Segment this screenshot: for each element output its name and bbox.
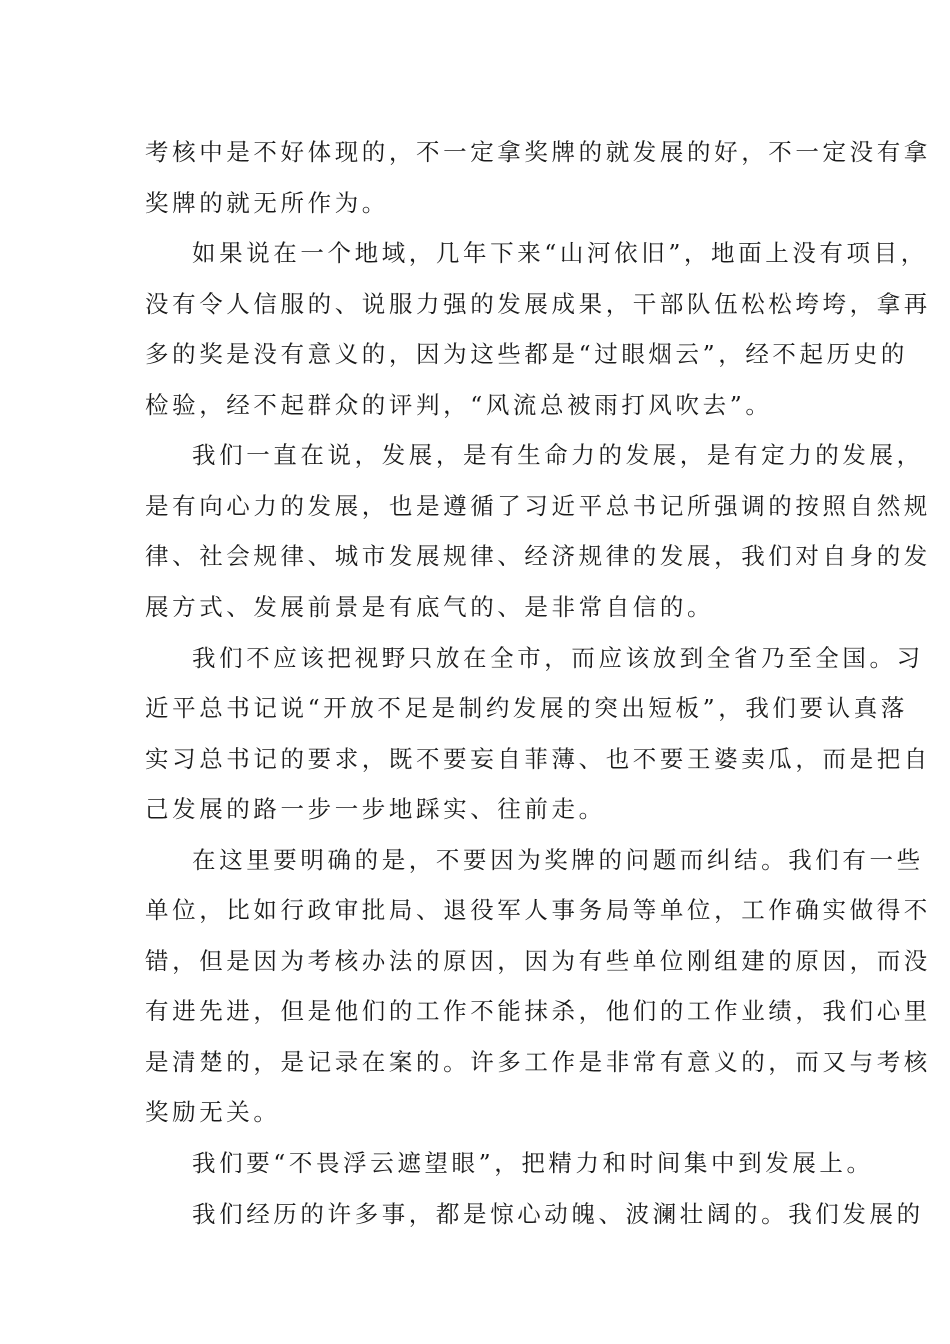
text-line-3: 如果说在一个地域，几年下来“山河依旧”，地面上没有项目，: [192, 239, 928, 267]
text-line-12: 近平总书记说“开放不足是制约发展的突出短板”，我们要认真落: [145, 694, 908, 722]
text-line-14: 己发展的路一步一步地踩实、往前走。: [145, 795, 606, 823]
text-line-11: 我们不应该把视野只放在全市，而应该放到全省乃至全国。习: [192, 644, 924, 672]
text-line-7: 我们一直在说，发展，是有生命力的发展，是有定力的发展，: [192, 441, 924, 469]
text-line-1: 考核中是不好体现的，不一定拿奖牌的就发展的好，不一定没有拿: [145, 138, 931, 166]
text-line-6: 检验，经不起群众的评判，“风流总被雨打风吹去”。: [145, 391, 773, 419]
text-line-18: 有进先进，但是他们的工作不能抹杀，他们的工作业绩，我们心里: [145, 997, 931, 1025]
text-line-4: 没有令人信服的、说服力强的发展成果，干部队伍松松垮垮，拿再: [145, 290, 931, 318]
text-line-16: 单位，比如行政审批局、退役军人事务局等单位，工作确实做得不: [145, 896, 931, 924]
text-line-21: 我们要“不畏浮云遮望眼”，把精力和时间集中到发展上。: [192, 1149, 874, 1177]
text-line-22: 我们经历的许多事，都是惊心动魄、波澜壮阔的。我们发展的: [192, 1200, 924, 1228]
text-line-13: 实习总书记的要求，既不要妄自菲薄、也不要王婆卖瓜，而是把自: [145, 745, 931, 773]
text-line-5: 多的奖是没有意义的，因为这些都是“过眼烟云”，经不起历史的: [145, 340, 908, 368]
text-line-17: 错，但是因为考核办法的原因，因为有些单位刚组建的原因，而没: [145, 947, 931, 975]
text-line-9: 律、社会规律、城市发展规律、经济规律的发展，我们对自身的发: [145, 542, 931, 570]
text-line-20: 奖励无关。: [145, 1098, 281, 1126]
text-line-19: 是清楚的，是记录在案的。许多工作是非常有意义的，而又与考核: [145, 1048, 931, 1076]
text-line-2: 奖牌的就无所作为。: [145, 189, 389, 217]
text-line-10: 展方式、发展前景是有底气的、是非常自信的。: [145, 593, 715, 621]
text-line-15: 在这里要明确的是，不要因为奖牌的问题而纠结。我们有一些: [192, 846, 924, 874]
text-line-8: 是有向心力的发展，也是遵循了习近平总书记所强调的按照自然规: [145, 492, 931, 520]
